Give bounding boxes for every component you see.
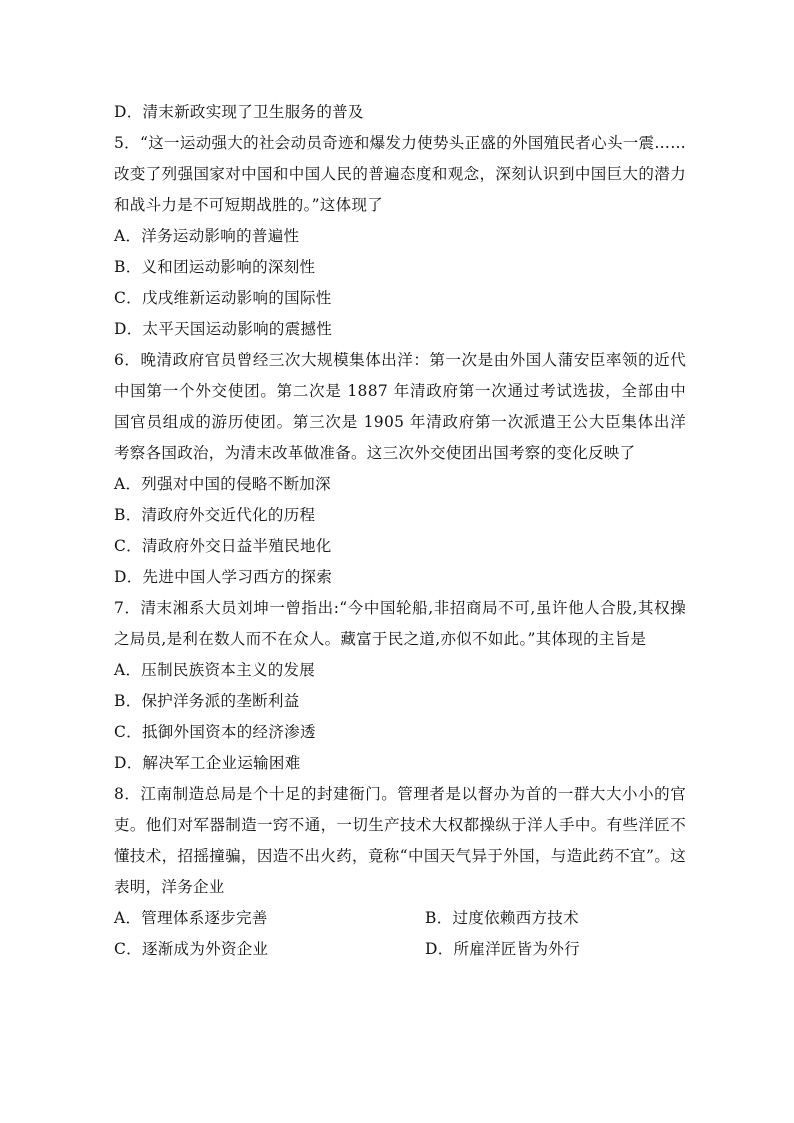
question-7-stem: 7．清末湘系大员刘坤一曾指出:“今中国轮船,非招商局不可,虽许他人合股,其权操之局员,是利在数人而不在众人。藏富于民之道,亦似不如此。”其体现的主旨是 (114, 599, 686, 648)
option-d-previous-question: D．清末新政实现了卫生服务的普及 (114, 103, 364, 121)
question-6-stem: 6．晚清政府官员曾经三次大规模集体出洋：第一次是由外国人蒲安臣率领的近代中国第一个外交使团。第二次是 1887 年清政府第一次通过考试选拔，全部由中国官员组成的游历使团。第三次是 1905 年清政府第一次派遣王公大臣集体出洋考察各国政治，为清末改革做准备。这三次外交使团出国考察的变化反映了 (114, 351, 686, 462)
question-6-option-a: A．列强对中国的侵略不断加深 (114, 475, 331, 493)
question-5-option-c: C．戊戌维新运动影响的国际性 (114, 289, 332, 307)
question-5-option-d: D．太平天国运动影响的震撼性 (114, 320, 333, 338)
question-5 (114, 128, 686, 345)
question-6 (114, 345, 686, 593)
question-6-option-c: C．清政府外交日益半殖民地化 (114, 537, 332, 555)
question-5-option-b: B．义和团运动影响的深刻性 (114, 258, 316, 276)
question-7-option-b: B．保护洋务派的垄断利益 (114, 692, 300, 710)
question-8-option-d: D．所雇洋匠皆为外行 (425, 940, 580, 958)
question-7 (114, 593, 686, 779)
question-6-option-b: B．清政府外交近代化的历程 (114, 506, 316, 524)
question-5-stem: 5．“这一运动强大的社会动员奇迹和爆发力使势头正盛的外国殖民者心头一震……改变了列强国家对中国和中国人民的普遍态度和观念，深刻认识到中国巨大的潜力和战斗力是不可短期战胜的。”这体现了 (114, 134, 686, 214)
question-8-options-row-2 (114, 934, 686, 965)
question-7-option-c: C．抵御外国资本的经济渗透 (114, 723, 316, 741)
question-8-options-row-1 (114, 903, 686, 934)
question-8 (114, 779, 686, 965)
question-7-option-a: A．压制民族资本主义的发展 (114, 661, 316, 679)
question-8-option-c: C．逐渐成为外资企业 (114, 940, 269, 958)
question-8-stem: 8．江南制造总局是个十足的封建衙门。管理者是以督办为首的一群大大小小的官吏。他们对军器制造一窍不通，一切生产技术大权都操纵于洋人手中。有些洋匠不懂技术，招摇撞骗，因造不出火药，竟称“中国天气异于外国，与造此药不宜”。这表明，洋务企业 (114, 785, 686, 896)
question-5-option-a: A．洋务运动影响的普遍性 (114, 227, 300, 245)
question-6-option-d: D．先进中国人学习西方的探索 (114, 568, 333, 586)
question-7-option-d: D．解决军工企业运输困难 (114, 754, 301, 772)
question-8-option-b: B．过度依赖西方技术 (425, 909, 579, 927)
question-8-option-a: A．管理体系逐步完善 (114, 909, 268, 927)
exam-page (114, 97, 686, 965)
